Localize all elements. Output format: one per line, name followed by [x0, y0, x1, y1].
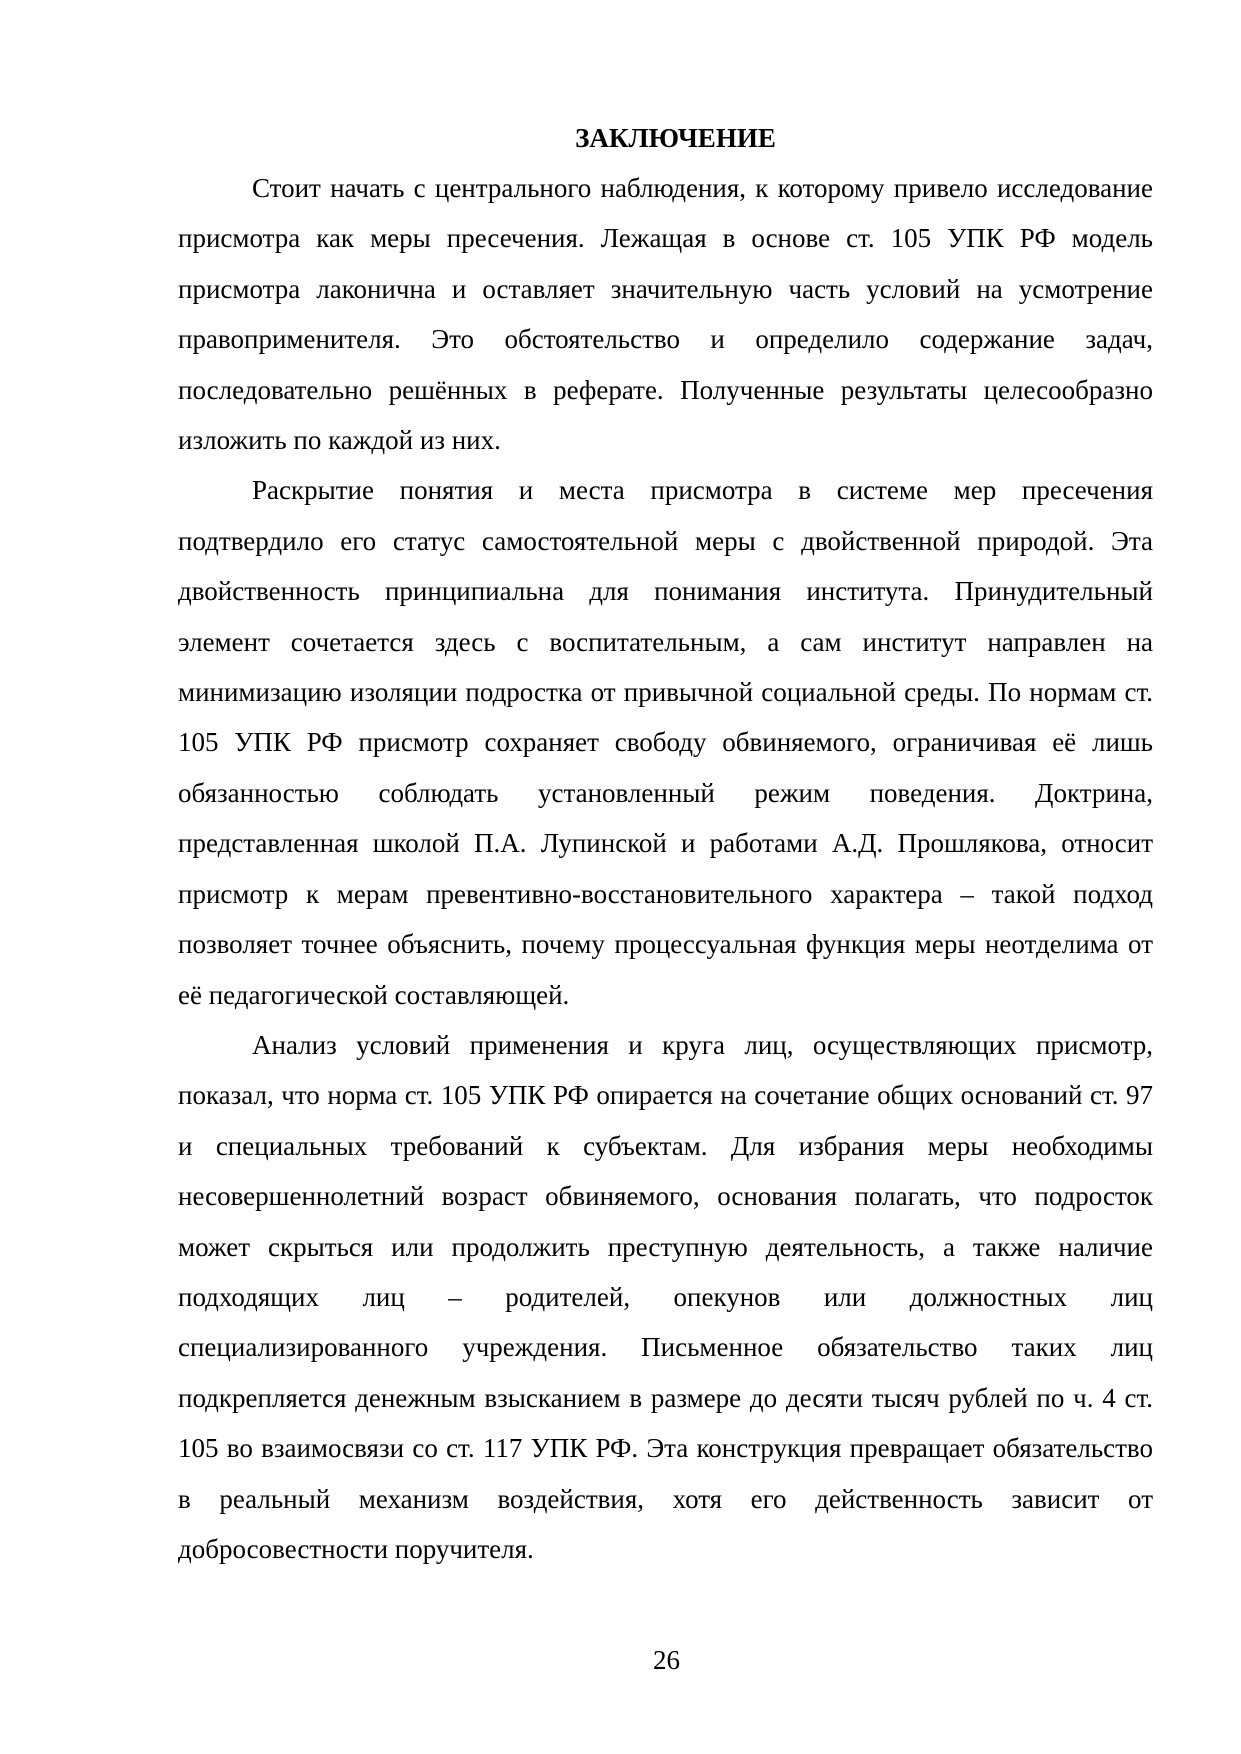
page-number: 26: [653, 1645, 680, 1675]
paragraph-1: Стоит начать с центрального наблюдения, к которому привело исследование присмотра как меры пресечения. Лежащая в основе ст. 105 УПК РФ модель присмотра лаконична и оставляет значительную часть условий на усмотрение правоприменителя. Это обстоятельство и определило содержание задач, последовательно решённых в реферате. Полученные результаты целесообразно изложить по каждой из них.: [178, 173, 1153, 456]
page-content: [178, 113, 1153, 1574]
section-heading: ЗАКЛЮЧЕНИЕ: [575, 123, 776, 153]
paragraph-3: Анализ условий применения и круга лиц, осуществляющих присмотр, показал, что норма ст. 105 УПК РФ опирается на сочетание общих оснований ст. 97 и специальных требований к субъектам. Для избрания меры необходимы несовершеннолетний возраст обвиняемого, основания полагать, что подросток может скрыться или продолжить преступную деятельность, а также наличие подходящих лиц – родителей, опекунов или должностных лиц специализированного учреждения. Письменное обязательство таких лиц подкрепляется денежным взысканием в размере до десяти тысяч рублей по ч. 4 ст. 105 во взаимосвязи со ст. 117 УПК РФ. Эта конструкция превращает обязательство в реальный механизм воздействия, хотя его действенность зависит от добросовестности поручителя.: [178, 1029, 1153, 1564]
paragraph-2: Раскрытие понятия и места присмотра в системе мер пресечения подтвердило его статус самостоятельной меры с двойственной природой. Эта двойственность принципиальна для понимания института. Принудительный элемент сочетается здесь с воспитательным, а сам институт направлен на минимизацию изоляции подростка от привычной социальной среды. По нормам ст. 105 УПК РФ присмотр сохраняет свободу обвиняемого, ограничивая её лишь обязанностью соблюдать установленный режим поведения. Доктрина, представленная школой П.А. Лупинской и работами А.Д. Прошлякова, относит присмотр к мерам превентивно-восстановительного характера – такой подход позволяет точнее объяснить, почему процессуальная функция меры неотделима от её педагогической составляющей.: [178, 475, 1153, 1010]
